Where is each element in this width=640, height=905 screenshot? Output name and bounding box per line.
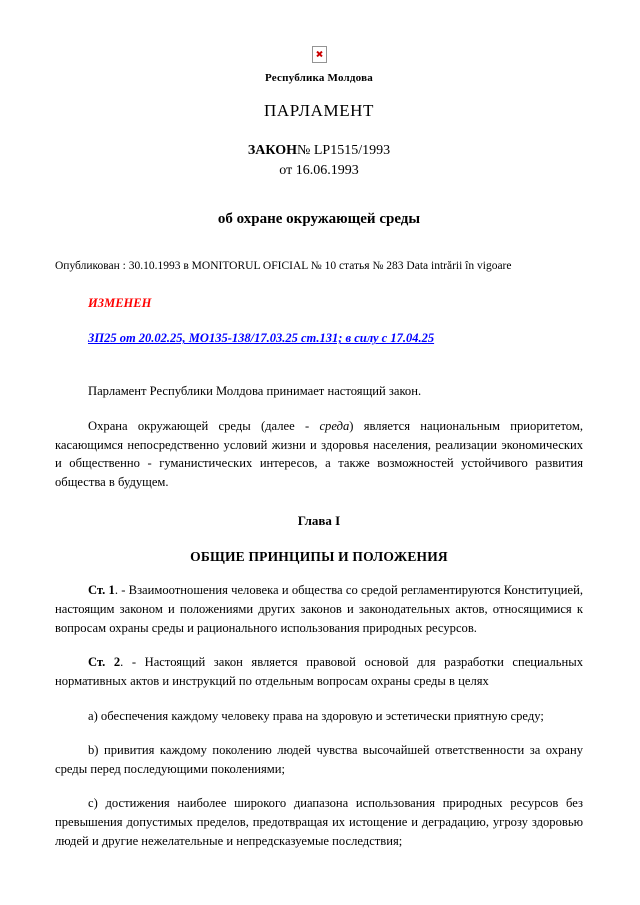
article-2 <box>55 653 583 690</box>
amendment-link[interactable]: ЗП25 от 20.02.25, MO135-138/17.03.25 ст.131; в силу с 17.04.25 <box>88 331 435 346</box>
publication-line: Опубликован : 30.10.1993 в MONITORUL OFICIAL № 10 статья № 283 Data intrării în vigoare <box>55 259 512 272</box>
broken-image-icon <box>312 46 327 63</box>
intro-text-before: Охрана окружающей среды (далее - <box>88 418 320 433</box>
intro-paragraph <box>55 417 583 492</box>
chapter-title: ОБЩИЕ ПРИНЦИПЫ И ПОЛОЖЕНИЯ <box>190 549 448 565</box>
point-b: b) привития каждому поколению людей чувства высочайшей ответственности за охрану среды перед последующими поколениями; <box>55 743 583 776</box>
article-1-number: Ст. 1 <box>88 583 115 598</box>
country-heading: Республика Молдова <box>265 72 373 84</box>
point-a: a) обеспечения каждому человеку права на здоровую и эстетически приятную среду; <box>88 708 544 723</box>
law-number-block <box>55 141 583 181</box>
preamble-paragraph: Парламент Республики Молдова принимает настоящий закон. <box>88 384 422 399</box>
article-2-text: . - Настоящий закон является правовой основой для разработки специальных нормативных актов и инструкций по отдельным вопросам охраны среды в целях <box>55 655 584 688</box>
amendment-link-container <box>55 331 583 346</box>
law-title: об охране окружающей среды <box>217 210 421 227</box>
intro-term-italic: среда <box>319 418 350 433</box>
amended-status-label: ИЗМЕНЕН <box>88 296 152 311</box>
emblem-image-container <box>55 0 583 63</box>
intro-text-after: ) является национальным приоритетом, касающимся непосредственно условий жизни и здоровья населения, реализации экономических и общественно - гуманистических интересов, а также возможностей устойчивого развития общества в будущем. <box>55 418 583 489</box>
institution-heading: ПАРЛАМЕНТ <box>263 101 375 120</box>
article-1 <box>55 581 583 637</box>
point-c: c) достижения наиболее широкого диапазона использования природных ресурсов без превышения допустимых пределов, предотвращая их истощение и деградацию, угрозу здоровью людей и другие нежелательные и непредсказуемые последствия; <box>55 796 583 848</box>
law-date: от 16.06.1993 <box>279 162 359 178</box>
law-label: ЗАКОН <box>247 143 297 158</box>
law-number: № LP1515/1993 <box>297 143 391 158</box>
chapter-label: Глава I <box>297 513 341 529</box>
article-1-text: . - Взаимоотношения человека и общества со средой регламентируются Конституцией, настоящим законом и положениями других законов и законодательных актов, относящимися к вопросам охраны среды и рационального использования природных ресурсов. <box>55 583 583 635</box>
article-2-number: Ст. 2 <box>88 655 121 670</box>
